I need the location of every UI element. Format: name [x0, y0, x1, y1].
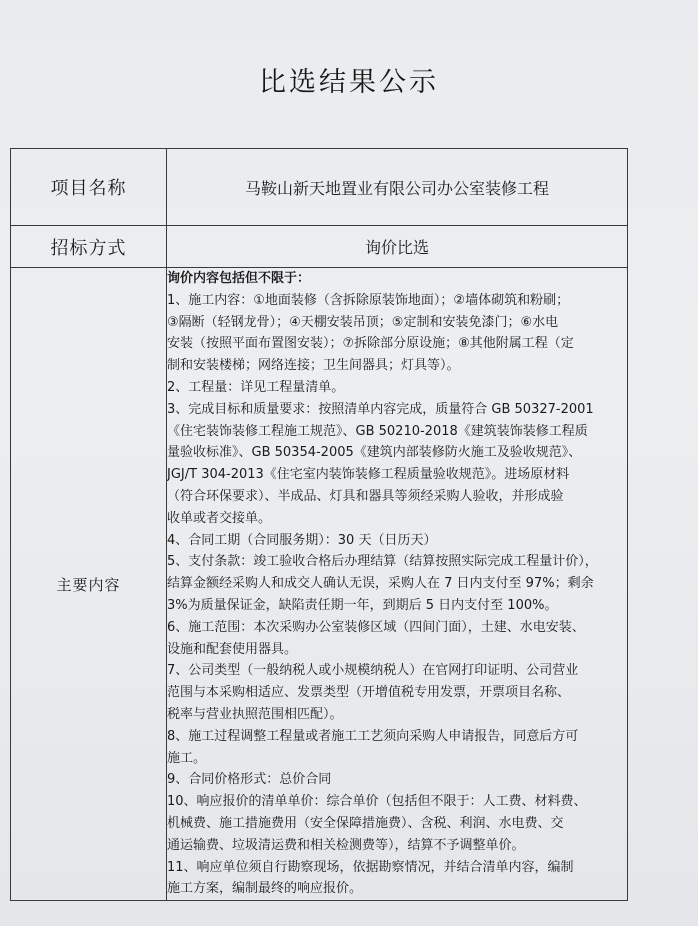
project-name-value: 马鞍山新天地置业有限公司办公室装修工程 — [167, 149, 628, 226]
content-line: 2、工程量：详见工程量清单。 — [167, 379, 345, 395]
content-line: 1、施工内容：①地面装修（含拆除原装饰地面）；②墙体砌筑和粉刷； — [167, 292, 570, 308]
content-line: 《住宅装饰装修工程施工规范》、GB 50210-2018《建筑装饰装修工程质 — [167, 423, 588, 439]
content-line: 4、合同工期（合同服务期）：30 天（日历天） — [167, 532, 437, 548]
content-line: 10、响应报价的清单单价：综合单价（包括但不限于：人工费、材料费、 — [167, 794, 587, 810]
content-line: 税率与营业执照范围相匹配）。 — [167, 706, 343, 722]
content-line: 安装（按照平面布置图安装）；⑦拆除部分原设施；⑧其他附属工程（定 — [167, 336, 574, 352]
content-line: （符合环保要求）、半成品、灯具和器具等须经采购人验收，并形成验 — [167, 488, 564, 504]
content-line: 5、支付条款：竣工验收合格后办理结算（结算按照实际完成工程量计价）， — [167, 554, 598, 570]
content-line: 范围与本采购相适应、发票类型（开增值税专用发票，开票项目名称、 — [167, 685, 571, 701]
content-line: 机械费、施工措施费用（安全保障措施费）、含税、利润、水电费、交 — [167, 815, 564, 831]
content-line: 通运输费、垃圾清运费和相关检测费等），结算不予调整单价。 — [167, 837, 525, 853]
content-line: 3%为质量保证金，缺陷责任期一年，到期后 5 日内支付至 100%。 — [167, 597, 558, 613]
content-line: 施工方案，编制最终的响应报价。 — [167, 881, 363, 897]
content-line: 制和安装楼梯；网络连接；卫生间器具；灯具等）。 — [167, 358, 460, 374]
main-content-body — [167, 268, 628, 901]
content-line: JGJ/T 304-2013《住宅室内装饰装修工程质量验收规范》。进场原材料 — [167, 467, 570, 483]
announcement-table — [10, 148, 628, 901]
content-line: 结算金额经采购人和成交人确认无误，采购人在 7 日内支付至 97%；剩余 — [167, 576, 594, 592]
project-name-label: 项目名称 — [11, 149, 167, 226]
project-name-row — [11, 149, 628, 226]
page-title: 比选结果公示 — [259, 67, 439, 98]
content-line: 11、响应单位须自行勘察现场，依据勘察情况，并结合清单内容，编制 — [167, 859, 574, 875]
content-line: 6、施工范围：本次采购办公室装修区域（四间门面），土建、水电安装、 — [167, 619, 585, 635]
bid-method-value: 询价比选 — [167, 226, 628, 268]
content-line: 3、完成目标和质量要求：按照清单内容完成，质量符合 GB 50327-2001 — [167, 401, 594, 417]
content-line: 施工。 — [167, 750, 207, 766]
content-line: 设施和配套使用器具。 — [167, 641, 298, 657]
content-line: 询价内容包括但不限于： — [167, 271, 311, 286]
content-line: ③隔断（轻钢龙骨）；④天棚安装吊顶；⑤定制和安装免漆门；⑥水电 — [167, 314, 559, 330]
main-content-label: 主要内容 — [11, 268, 167, 901]
content-line: 量验收标准》、GB 50354-2005《建筑内部装修防火施工及验收规范》、 — [167, 445, 582, 461]
bid-method-label: 招标方式 — [11, 226, 167, 268]
main-content-row — [11, 268, 628, 901]
content-line: 9、合同价格形式：总价合同 — [167, 772, 332, 788]
content-line: 8、施工过程调整工程量或者施工工艺须向采购人申请报告，同意后方可 — [167, 728, 579, 744]
content-line: 收单或者交接单。 — [167, 510, 272, 526]
bid-method-row — [11, 226, 628, 268]
content-line: 7、公司类型（一般纳税人或小规模纳税人）在官网打印证明、公司营业 — [167, 663, 579, 679]
